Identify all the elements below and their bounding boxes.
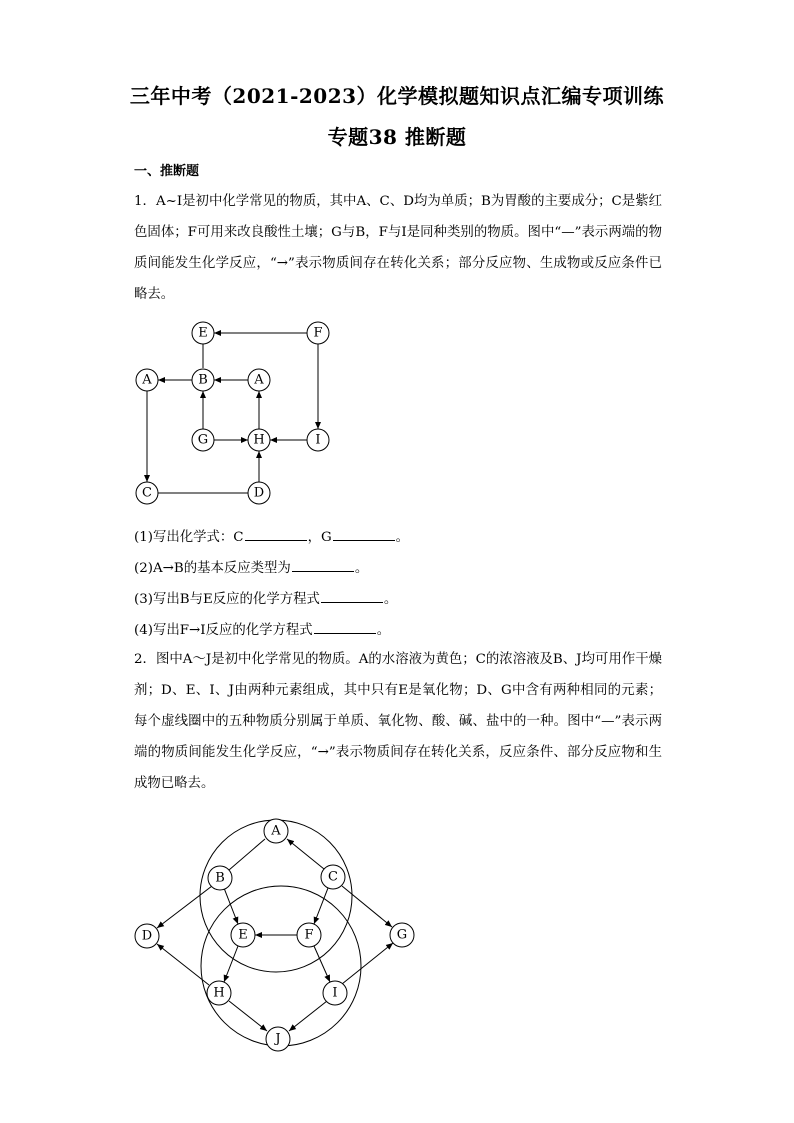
question-text: (1)写出化学式：C <box>134 530 244 545</box>
node-label: B <box>198 372 208 388</box>
node-label: F <box>313 325 323 341</box>
document-title: 三年中考（2021-2023）化学模拟题知识点汇编专项训练 <box>129 84 665 108</box>
question-text: (3)写出B与E反应的化学方程式 <box>134 592 320 607</box>
node-label: E <box>198 325 208 341</box>
answer-blank <box>321 590 383 603</box>
answer-blank <box>292 559 354 572</box>
node-label: D <box>253 485 265 501</box>
node-label: A <box>254 372 264 388</box>
node-label: H <box>253 432 265 448</box>
node-label: E <box>238 927 248 943</box>
edge-c-to-g <box>342 886 392 927</box>
question-text: ，G <box>307 530 332 545</box>
edge-c-to-f <box>314 888 328 924</box>
problem-1-text: 1．A~I是初中化学常见的物质，其中A、C、D均为单质；B为胃酸的主要成分；C是紫红色固体；F可用来改良酸性土壤；G与B，F与I是同种类别的物质。图中“—”表示两端的物质间能发生化学反应，“→”表示物质间存在转化关系；部分反应物、生成物或反应条件已略去。 <box>134 194 662 302</box>
section-heading: 一、推断题 <box>134 164 200 179</box>
edge-b-a <box>229 839 265 870</box>
edge-b-to-d <box>157 886 212 928</box>
question-text: 。 <box>383 592 398 607</box>
problem-2-text: 2．图中A～J是初中化学常见的物质。A的水溶液为黄色；C的浓溶液及B、J均可用作干燥剂；D、E、I、J由两种元素组成，其中只有E是氧化物；D、G中含有两种相同的元素；每个虚线圈中的五种物质分别属于单质、氧化物、酸、碱、盐中的一种。图中“—”表示两端的物质间能发生化学反应，“→”表示物质间存在转化关系，反应条件、部分反应物和生成物已略去。 <box>134 652 662 791</box>
node-label: I <box>315 432 321 448</box>
question-text: (4)写出F→I反应的化学方程式 <box>134 623 313 638</box>
answer-blank <box>333 528 395 541</box>
edge-b-to-e <box>224 888 238 924</box>
node-label: D <box>141 928 153 944</box>
edge-i-to-g <box>342 943 393 984</box>
node-label: C <box>142 485 152 501</box>
edge-i-to-j <box>289 1001 327 1031</box>
question-1-4 <box>134 619 390 638</box>
edge-e-to-h <box>224 946 238 982</box>
question-text: 。 <box>354 561 369 576</box>
node-label: F <box>304 927 314 943</box>
edge-h-to-j <box>229 1001 267 1031</box>
ring-lower <box>201 886 361 1046</box>
edge-c-to-a <box>287 839 324 869</box>
node-label: I <box>332 985 338 1001</box>
node-label: A <box>142 372 152 388</box>
node-label: J <box>275 1031 281 1047</box>
node-label: G <box>197 432 209 448</box>
node-label: G <box>396 927 408 943</box>
question-text: (2)A→B的基本反应类型为 <box>134 561 291 576</box>
answer-blank <box>245 528 307 541</box>
question-1-1 <box>134 526 409 545</box>
document-subtitle: 专题38 推断题 <box>327 125 467 149</box>
node-label: C <box>328 869 338 885</box>
answer-blank <box>314 621 376 634</box>
node-label: A <box>271 823 281 839</box>
question-text: 。 <box>395 530 410 545</box>
question-1-3 <box>134 588 397 607</box>
question-1-2 <box>134 557 368 576</box>
node-label: H <box>213 985 225 1001</box>
node-label: B <box>215 870 225 886</box>
question-text: 。 <box>376 623 391 638</box>
